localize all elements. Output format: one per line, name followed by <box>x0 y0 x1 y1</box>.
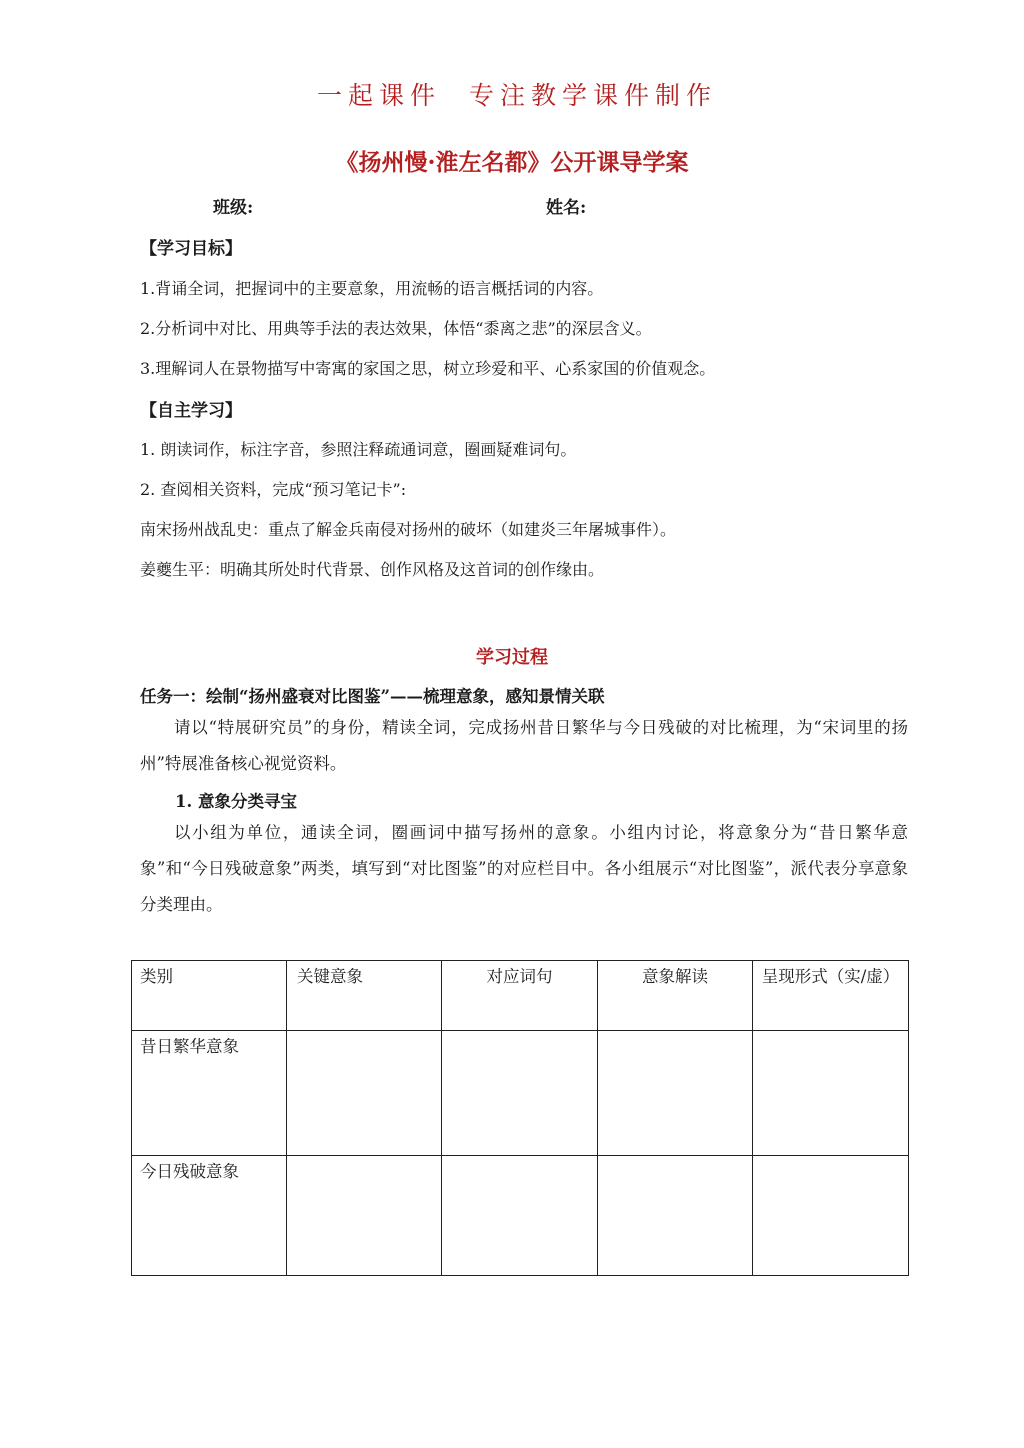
process-heading: 学习过程 <box>476 647 548 668</box>
blank-cell[interactable] <box>442 1031 598 1156</box>
brand-header: 一起课件 专注教学课件制作 <box>317 81 717 110</box>
header-cell: 呈现形式（实/虚） <box>753 961 909 1031</box>
category-cell: 今日残破意象 <box>132 1156 287 1276</box>
blank-cell[interactable] <box>287 1156 442 1276</box>
header-cell: 关键意象 <box>287 961 442 1031</box>
objectives-heading: 【学习目标】 <box>140 239 242 259</box>
step1-text: 以小组为单位，通读全词，圈画词中描写扬州的意象。小组内讨论，将意象分为“昔日繁华意象”和“今日残破意象”两类，填写到“对比图鉴”的对应栏目中。各小组展示“对比图鉴”，派代表分享意象分类理由。 <box>140 823 908 914</box>
comparison-table <box>131 960 909 1276</box>
class-field-label: 班级: <box>213 198 254 218</box>
self-study-item: 1. 朗读词作，标注字音，参照注释疏通词意，圈画疑难词句。 <box>140 440 577 459</box>
header-cell: 对应词句 <box>442 961 598 1031</box>
blank-cell[interactable] <box>442 1156 598 1276</box>
self-study-item: 姜夔生平：明确其所处时代背景、创作风格及这首词的创作缘由。 <box>140 560 605 579</box>
step1-heading: 1. 意象分类寻宝 <box>175 792 297 811</box>
blank-cell[interactable] <box>287 1031 442 1156</box>
self-study-item: 2. 查阅相关资料，完成“预习笔记卡”: <box>140 480 407 499</box>
name-field-label: 姓名: <box>546 198 587 218</box>
task1-intro: 请以“特展研究员”的身份，精读全词，完成扬州昔日繁华与今日残破的对比梳理，为“宋词里的扬州”特展准备核心视觉资料。 <box>140 718 908 773</box>
objective-item: 1.背诵全词，把握词中的主要意象，用流畅的语言概括词的内容。 <box>140 279 604 298</box>
objective-item: 3.理解词人在景物描写中寄寓的家国之思，树立珍爱和平、心系家国的价值观念。 <box>140 359 716 378</box>
blank-cell[interactable] <box>753 1031 909 1156</box>
header-cell: 意象解读 <box>598 961 753 1031</box>
category-cell: 昔日繁华意象 <box>132 1031 287 1156</box>
objective-item: 2.分析词中对比、用典等手法的表达效果，体悟“黍离之悲”的深层含义。 <box>140 319 652 338</box>
table-row <box>132 1156 909 1276</box>
header-cell: 类别 <box>132 961 287 1031</box>
document-title: 《扬州慢·淮左名都》公开课导学案 <box>335 149 689 176</box>
blank-cell[interactable] <box>598 1156 753 1276</box>
task1-heading: 任务一：绘制“扬州盛衰对比图鉴”——梳理意象，感知景情关联 <box>140 687 605 706</box>
self-study-heading: 【自主学习】 <box>140 401 242 421</box>
blank-cell[interactable] <box>598 1031 753 1156</box>
table-header-row <box>132 961 909 1031</box>
table-row <box>132 1031 909 1156</box>
self-study-item: 南宋扬州战乱史：重点了解金兵南侵对扬州的破坏（如建炎三年屠城事件）。 <box>140 520 677 539</box>
blank-cell[interactable] <box>753 1156 909 1276</box>
